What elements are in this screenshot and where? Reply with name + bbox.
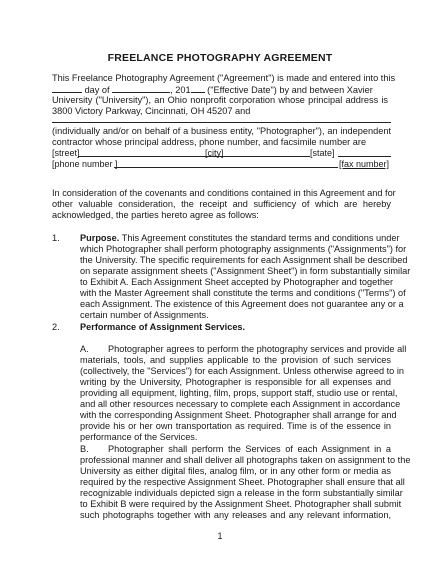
section-1-line-7: each Assignment. The existence of this Agreement does not guarantee any or a — [80, 299, 404, 309]
section-2a-line-1: Photographer agrees to perform the photography services and provide all — [108, 344, 407, 354]
fax-field[interactable]: [fax number] — [339, 159, 390, 169]
intro-line-3: University ("University"), an Ohio nonprofit corporation whose principal address is — [52, 95, 388, 105]
consideration-line-2: other valuable consideration, the receipt and sufficiency of which are hereby — [52, 199, 391, 209]
party-line-1: (individually and/or on behalf of a business entity, "Photographer"), an independent — [52, 126, 391, 136]
section-2b-label: B. — [80, 444, 89, 454]
section-2a-line-4: writing by the University, Photographer is responsible for all expenses and — [80, 377, 391, 387]
city-field[interactable]: [city] — [205, 148, 224, 158]
month-blank[interactable] — [112, 84, 170, 93]
intro-day-of: day of — [84, 85, 110, 95]
party-line-2: contractor whose principal address, phone number, and facsimile number are — [52, 137, 367, 147]
section-1-number: 1. — [52, 233, 60, 243]
section-2a-line-7: with the corresponding Assignment Sheet. Photographer shall arrange for and — [80, 410, 397, 420]
intro-line-4: 3800 Victory Parkway, Cincinnati, OH 45207 and — [52, 106, 251, 116]
section-1-line-5: to Exhibit A. Each Assignment Sheet accepted by Photographer and together — [80, 277, 394, 287]
street-field[interactable]: [street] — [52, 148, 80, 158]
section-2a-line-2: materials, tools, and supplies applicable to the provision of such services — [80, 355, 391, 365]
section-2b-line-3: University as either digital files, analog film, or in any other form or media as — [80, 466, 391, 476]
section-2b-line-1: Photographer shall perform the Services of each Assignment in a — [108, 444, 391, 454]
document-title: FREELANCE PHOTOGRAPHY AGREEMENT — [107, 52, 333, 64]
section-2b-line-7: such photographs together with any releases and any relevant information, — [80, 510, 391, 520]
section-1-line-4: on separate assignment sheets ("Assignment Sheet") in form substantially similar — [80, 266, 411, 276]
section-2a-line-3: (collectively, the "Services") for each Assignment. Unless otherwise agreed to in — [80, 366, 404, 376]
state-field[interactable]: [state] — [310, 148, 335, 158]
photographer-name-blank[interactable] — [52, 114, 391, 123]
intro-effective-date: ("Effective Date") by and between Xavier — [207, 85, 373, 95]
section-2-number: 2. — [52, 322, 60, 332]
section-2b-line-2: professional manner and shall deliver all photographs taken on assignment to the — [80, 455, 411, 465]
section-1-line-1 — [80, 233, 400, 244]
consideration-line-1: In consideration of the covenants and conditions contained in this Agreement and for — [52, 188, 396, 198]
state-blank[interactable] — [338, 148, 391, 157]
section-1-line-8: certain number of Assignments. — [80, 310, 209, 320]
year-blank[interactable] — [191, 84, 205, 93]
section-1-line-2: which Photographer shall perform photography assignments ("Assignments") for — [80, 244, 407, 254]
page-number: 1 — [217, 531, 223, 541]
section-2-heading: Performance of Assignment Services. — [80, 322, 246, 332]
phone-blank[interactable] — [114, 159, 338, 168]
section-2b-line-4: required by the respective Assignment Sheet. Photographer shall ensure that all — [80, 477, 405, 487]
section-2a-line-8: provide his or her own transportation as required. Time is of the essence in — [80, 421, 391, 431]
section-2b-line-5: recognizable individuals depicted sign a release in the form substantially similar — [80, 488, 403, 498]
section-2a-line-5: providing all equipment, lighting, film, props, support staff, studio use or rental, — [80, 388, 398, 398]
phone-field[interactable]: [phone number ] — [52, 159, 118, 169]
section-1-heading: Purpose. — [80, 233, 120, 243]
city-blank[interactable] — [232, 148, 310, 157]
section-1-line-6: with the Master Agreement shall constitute the terms and conditions ("Terms") of — [80, 288, 406, 298]
section-1-line-3: the University. The specific requirements for each Assignment shall be described — [80, 255, 408, 265]
section-1-line-1-text: This Agreement constitutes the standard terms and conditions under — [121, 233, 400, 243]
intro-line-1: This Freelance Photography Agreement ("Agreement") is made and entered into this — [52, 73, 396, 83]
section-2a-line-6: and all other resources necessary to complete each Assignment in accordance — [80, 399, 401, 409]
intro-year: , 201 — [170, 85, 191, 95]
section-2b-line-6: to Exhibit B were required by the Assignment Sheet. Photographer shall submit — [80, 499, 402, 509]
day-blank[interactable] — [52, 84, 82, 93]
consideration-line-3: acknowledged, the parties hereto agree as follows: — [52, 210, 259, 220]
section-2a-line-9: performance of the Services. — [80, 432, 198, 442]
section-2a-label: A. — [80, 344, 89, 354]
